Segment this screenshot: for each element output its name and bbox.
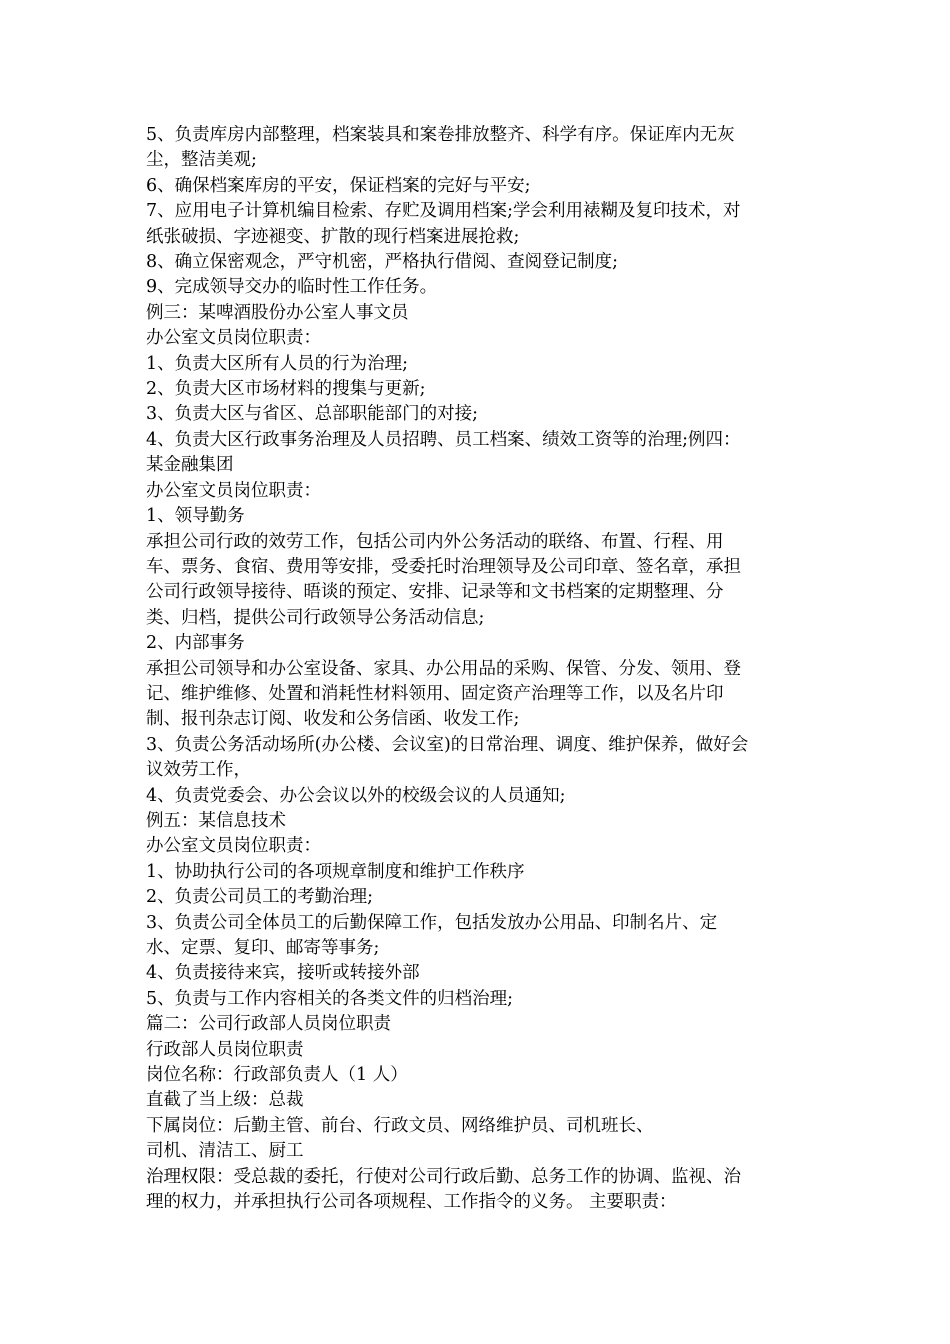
text-line: 5、负责库房内部整理，档案装具和案卷排放整齐、科学有序。保证库内无灰	[146, 125, 735, 145]
text-line: 6、确保档案库房的平安，保证档案的完好与平安;	[146, 175, 531, 196]
text-line: 2、负责大区市场材料的搜集与更新;	[146, 379, 426, 400]
text-line: 承担公司领导和办公室设备、家具、办公用品的采购、保管、分发、领用、登	[146, 658, 741, 679]
text-line: 3、负责大区与省区、总部职能部门的对接;	[146, 404, 479, 425]
text-line: 直截了当上级：总裁	[146, 1090, 304, 1111]
text-line: 制、报刊杂志订阅、收发和公务信函、收发工作;	[146, 709, 520, 730]
subsection-heading: 行政部人员岗位职责	[146, 1039, 304, 1060]
text-line: 1、负责大区所有人员的行为治理;	[146, 353, 409, 374]
text-line: 7、应用电子计算机编目检索、存贮及调用档案;学会利用裱糊及复印技术，对	[146, 201, 741, 222]
text-line: 公司行政领导接待、晤谈的预定、安排、记录等和文书档案的定期整理、分	[146, 582, 724, 603]
subsection-heading: 办公室文员岗位职责：	[146, 328, 321, 349]
text-line: 尘，整洁美观;	[146, 150, 257, 171]
text-line: 4、负责党委会、办公会议以外的校级会议的人员通知;	[146, 785, 566, 806]
text-line: 车、票务、食宿、费用等安排，受委托时治理领导及公司印章、签名章，承担	[146, 556, 741, 577]
text-line: 2、负责公司员工的考勤治理;	[146, 887, 374, 908]
text-line: 下属岗位：后勤主管、前台、行政文员、网络维护员、司机班长、	[146, 1115, 654, 1136]
text-line: 议效劳工作，	[146, 760, 251, 781]
text-line: 8、确立保密观念，严守机密，严格执行借阅、查阅登记制度;	[146, 252, 619, 273]
text-line: 司机、清洁工、厨工	[146, 1141, 304, 1162]
text-line: 2、内部事务	[146, 633, 245, 654]
text-line: 承担公司行政的效劳工作，包括公司内外公务活动的联络、布置、行程、用	[146, 531, 724, 552]
text-line: 岗位名称：行政部负责人（1 人）	[146, 1065, 408, 1086]
text-line: 3、负责公务活动场所(办公楼、会议室)的日常治理、调度、维护保养，做好会	[146, 734, 749, 755]
document-body	[146, 123, 806, 1215]
text-line: 4、负责接待来宾，接听或转接外部	[146, 963, 420, 984]
section-heading: 某金融集团	[146, 455, 234, 476]
text-line: 4、负责大区行政事务治理及人员招聘、员工档案、绩效工资等的治理;例四：	[146, 429, 741, 450]
text-line: 3、负责公司全体员工的后勤保障工作，包括发放办公用品、印制名片、定	[146, 912, 718, 933]
text-line: 治理权限：受总裁的委托，行使对公司行政后勤、总务工作的协调、监视、治	[146, 1166, 741, 1187]
text-line: 9、完成领导交办的临时性工作任务。	[146, 277, 438, 298]
subsection-heading: 办公室文员岗位职责：	[146, 836, 321, 857]
text-line: 理的权力，并承担执行公司各项规程、工作指令的义务。 主要职责：	[146, 1192, 677, 1213]
section-heading: 例五：某信息技术	[146, 810, 286, 831]
text-line: 水、定票、复印、邮寄等事务;	[146, 938, 380, 958]
text-line: 1、协助执行公司的各项规章制度和维护工作秩序	[146, 861, 525, 882]
text-line: 5、负责与工作内容相关的各类文件的归档治理;	[146, 988, 514, 1009]
section-heading: 例三：某啤酒股份办公室人事文员	[146, 302, 409, 323]
text-line: 类、归档，提供公司行政领导公务活动信息;	[146, 607, 485, 628]
text-line: 纸张破损、字迹褪变、扩散的现行档案进展抢救;	[146, 226, 520, 247]
subsection-heading: 办公室文员岗位职责：	[146, 480, 321, 501]
text-line: 记、维护维修、处置和消耗性材料领用、固定资产治理等工作，以及名片印	[146, 683, 724, 704]
text-line: 1、领导勤务	[146, 506, 245, 527]
section-heading: 篇二：公司行政部人员岗位职责	[146, 1014, 391, 1035]
